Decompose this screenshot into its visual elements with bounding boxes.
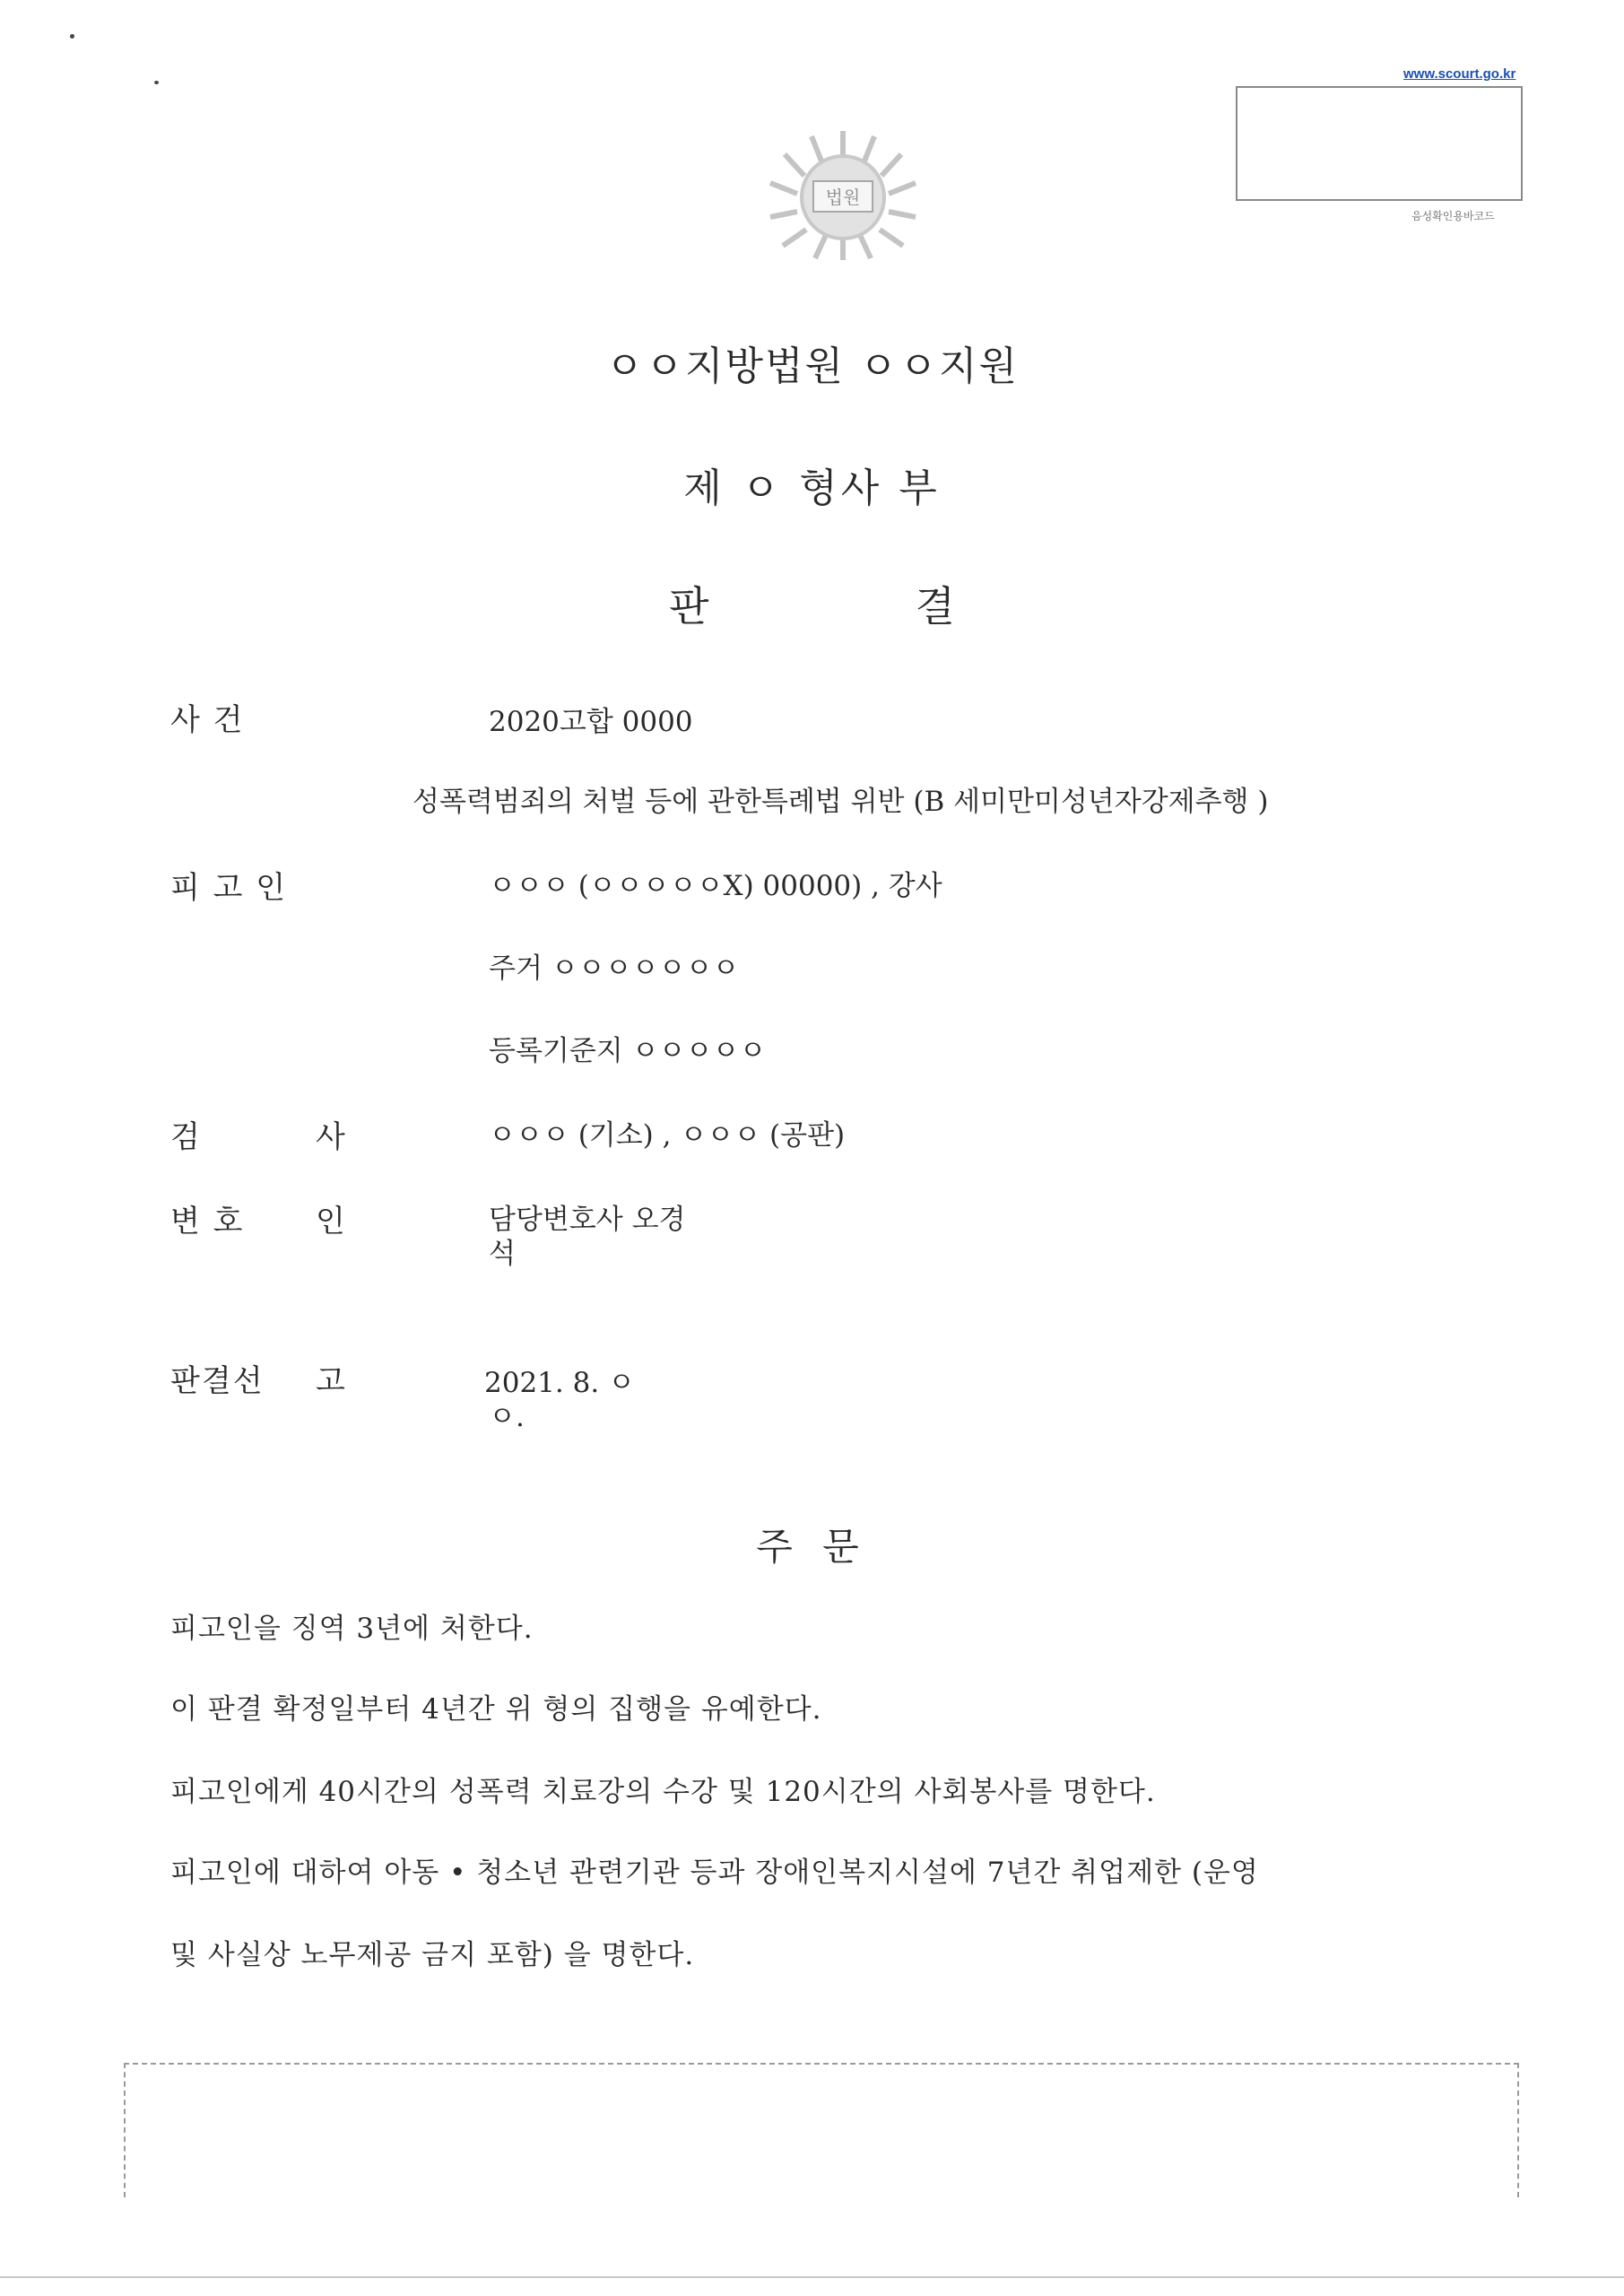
- order-line: 피고인에게 40시간의 성폭력 치료강의 수강 및 120시간의 사회봉사를 명한다.: [170, 1776, 1156, 1808]
- seal-text: 법원: [825, 187, 861, 208]
- scan-speck: [70, 34, 74, 39]
- barcode-box: [1236, 86, 1523, 201]
- case-label: 사 건: [170, 702, 245, 738]
- order-line: 피고인에 대하여 아동 • 청소년 관련기관 등과 장애인복지시설에 7년간 취업제한 (운영: [170, 1857, 1259, 1889]
- title-char-2: 결: [915, 582, 955, 631]
- sentencing-date-line1: 2021. 8. ㅇ: [484, 1367, 635, 1399]
- sentencing-label-b: 고: [316, 1363, 347, 1399]
- court-seal-icon: [758, 124, 928, 263]
- prosecutor-label-a: 검: [170, 1119, 202, 1155]
- defendant-identity: ㅇㅇㅇ (ㅇㅇㅇㅇㅇX) 00000) , 강사: [489, 870, 942, 902]
- defendant-registered-domicile: 등록기준지 ㅇㅇㅇㅇㅇ: [489, 1035, 767, 1067]
- scan-speck: [154, 81, 159, 84]
- case-number: 2020고합 0000: [489, 706, 693, 738]
- defendant-address: 주거 ㅇㅇㅇㅇㅇㅇㅇ: [489, 952, 740, 985]
- prosecutor-value: ㅇㅇㅇ (기소) , ㅇㅇㅇ (공판): [489, 1119, 846, 1152]
- prosecutor-label-b: 사: [316, 1119, 347, 1155]
- order-line: 이 판결 확정일부터 4년간 위 형의 집행을 유예한다.: [170, 1693, 822, 1726]
- footer-box: [124, 2063, 1519, 2197]
- counsel-label-a: 변 호: [170, 1204, 245, 1239]
- sentencing-label-a: 판결선: [170, 1363, 265, 1399]
- case-charge: 성폭력범죄의 처벌 등에 관한특례법 위반 (B 세미만미성년자강제추행 ): [413, 786, 1269, 818]
- site-url-link[interactable]: www.scourt.go.kr: [1403, 66, 1516, 82]
- counsel-value-line2: 석: [489, 1238, 516, 1270]
- counsel-value-line1: 담당변호사 오경: [489, 1204, 686, 1236]
- counsel-label-b: 인: [316, 1204, 347, 1239]
- sentencing-date-line2: ㅇ.: [489, 1401, 525, 1433]
- order-line: 및 사실상 노무제공 금지 포함) 을 명한다.: [170, 1939, 695, 1971]
- barcode-caption: 음성확인용바코드: [1411, 210, 1495, 222]
- document-title: [0, 574, 1624, 633]
- title-char-1: 판: [669, 582, 709, 631]
- page-bottom-edge: [0, 2276, 1624, 2278]
- court-name: ㅇㅇ지방법원 ㅇㅇ지원: [604, 344, 1020, 389]
- division-name: 제 ㅇ 형사 부: [683, 465, 941, 511]
- order-line: 피고인을 징역 3년에 처한다.: [170, 1613, 534, 1645]
- order-heading: 주 문: [756, 1525, 868, 1569]
- defendant-label: 피 고 인: [170, 870, 288, 906]
